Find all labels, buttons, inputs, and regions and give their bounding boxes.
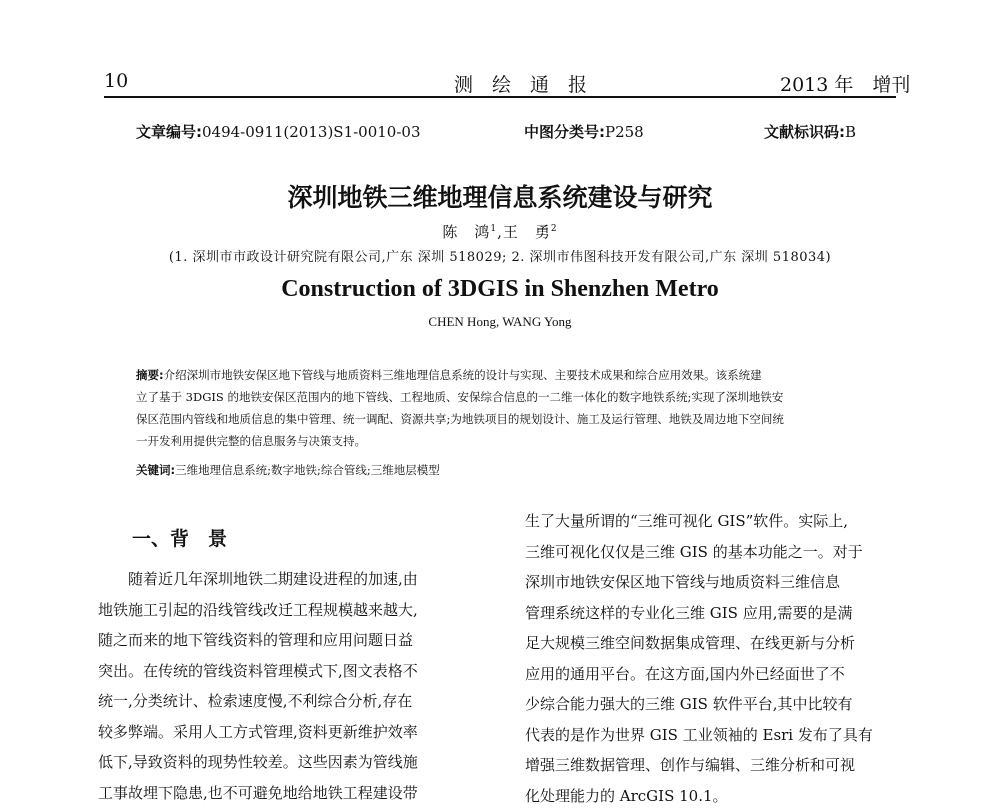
body-left-line: 随着近几年深圳地铁二期建设进程的加速,由 [98,564,500,595]
page-number: 10 [104,70,128,92]
affiliations-chinese: (1. 深圳市市政设计研究院有限公司,广东 深圳 518029; 2. 深圳市伟图科技开发有限公司,广东 深圳 518034) [0,246,1000,265]
keywords-label: 关键词: [136,463,175,477]
body-left-line: 较多弊端。采用人工方式管理,资料更新维护效率 [98,717,500,748]
abstract [136,364,876,452]
body-right-line: 管理系统这样的专业化三维 GIS 应用,需要的是满 [525,598,920,629]
body-right-line: 代表的是作为世界 GIS 工业领袖的 Esri 发布了具有 [525,720,920,751]
abstract-line-1 [136,364,876,386]
clc-label: 中图分类号: [524,123,605,141]
body-column-right [525,506,920,811]
document-code [764,121,856,142]
document-code-value: B [845,123,856,141]
body-right-line: 增强三维数据管理、创作与编辑、三维分析和可视 [525,750,920,781]
section-heading-background: 一、背 景 [132,524,227,551]
authors-chinese [0,221,1000,242]
article-number-label: 文章编号: [136,123,202,141]
abstract-line-3: 保区范围内管线和地质信息的集中管理、统一调配、资源共享;为地铁项目的规划设计、施工及运行管理、地铁及周边地下空间统 [136,408,876,430]
keywords [136,462,440,478]
keywords-text: 三维地理信息系统;数字地铁;综合管线;三维地层模型 [175,463,440,477]
body-right-line: 化处理能力的 ArcGIS 10.1。 [525,781,920,811]
abstract-line-2: 立了基于 3DGIS 的地铁安保区范围内的地下管线、工程地质、安保综合信息的一二维一体化的数字地铁系统;实现了深圳地铁安 [136,386,876,408]
body-left-line: 突出。在传统的管线资料管理模式下,图文表格不 [98,656,500,687]
article-number-value: 0494-0911(2013)S1-0010-03 [202,123,421,141]
author-separator: , [497,223,503,241]
body-left-line: 统一,分类统计、检索速度慢,不利综合分析,存在 [98,686,500,717]
body-right-line: 应用的通用平台。在这方面,国内外已经面世了不 [525,659,920,690]
clc-value: P258 [605,123,644,141]
body-column-left [98,564,500,808]
body-right-line: 生了大量所谓的“三维可视化 GIS”软件。实际上, [525,506,920,537]
body-right-line: 足大规模三维空间数据集成管理、在线更新与分析 [525,628,920,659]
author-1-affil-mark: 1 [490,224,497,234]
body-right-line: 深圳市地铁安保区地下管线与地质资料三维信息 [525,567,920,598]
author-1: 陈 鸿 [442,223,490,241]
header-rule [104,96,896,98]
body-left-line: 随之而来的地下管线资料的管理和应用问题日益 [98,625,500,656]
document-code-label: 文献标识码: [764,123,845,141]
body-left-line: 低下,导致资料的现势性较差。这些因素为管线施 [98,747,500,778]
body-left-line: 地铁施工引起的沿线管线改迁工程规模越来越大, [98,595,500,626]
title-chinese: 深圳地铁三维地理信息系统建设与研究 [0,178,1000,214]
body-right-line: 少综合能力强大的三维 GIS 软件平台,其中比较有 [525,689,920,720]
abstract-label: 摘要: [136,368,164,382]
clc-number [524,121,644,142]
title-english: Construction of 3DGIS in Shenzhen Metro [0,276,1000,303]
body-right-line: 三维可视化仅仅是三维 GIS 的基本功能之一。对于 [525,537,920,568]
article-number [136,121,421,142]
author-2-affil-mark: 2 [551,224,558,234]
abstract-text-1: 介绍深圳市地铁安保区地下管线与地质资料三维地理信息系统的设计与实现、主要技术成果和综合应用效果。该系统建 [164,368,762,382]
author-2: 王 勇 [503,223,551,241]
authors-english: CHEN Hong, WANG Yong [0,314,1000,330]
journal-name: 测 绘 通 报 [454,70,587,97]
body-left-line: 工事故埋下隐患,也不可避免地给地铁工程建设带 [98,778,500,809]
abstract-line-4: 一开发利用提供完整的信息服务与决策支持。 [136,430,876,452]
issue-info: 2013 年 增刊 [780,70,910,97]
